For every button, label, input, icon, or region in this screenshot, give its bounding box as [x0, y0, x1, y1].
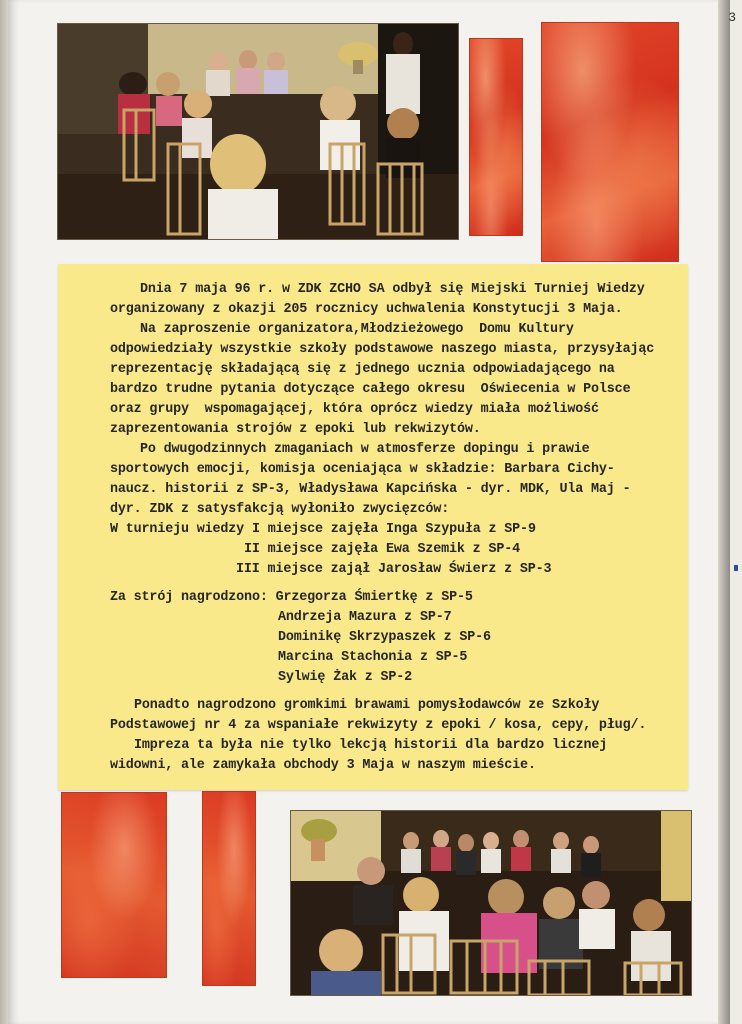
blue-tab-marker [734, 565, 738, 571]
bottom-photo [290, 810, 692, 996]
text-line: Po dwugodzinnych zmaganiach w atmosferze dopingu i prawie [140, 442, 590, 457]
text-line: sportowych emocji, komisja oceniająca w składzie: Barbara Cichy- [110, 462, 615, 477]
winners-line: III miejsce zajął Jarosław Świerz z SP-3 [236, 562, 552, 577]
binding-right-edge [718, 0, 730, 1024]
text-line: Na zaproszenie organizatora,Młodzieżowego Domu Kultury [140, 322, 574, 337]
text-line: odpowiedziały wszystkie szkoły podstawowe naszego miasta, przysyłając [110, 342, 655, 357]
text-line: dyr. ZDK z satysfakcją wyłoniło zwycięzców: [110, 502, 450, 517]
text-line: organizowany z okazji 205 rocznicy uchwalenia Konstytucji 3 Maja. [110, 302, 623, 317]
text-line: Ponadto nagrodzono gromkimi brawami pomysłodawców ze Szkoły [134, 698, 600, 713]
top-photo [57, 23, 459, 240]
costume-awards-line: Marcina Stachonia z SP-5 [278, 650, 468, 665]
costume-awards-line: Sylwię Żak z SP-2 [278, 670, 413, 685]
text-line: bardzo trudne pytania dotyczące całego okresu Oświecenia w Polsce [110, 382, 631, 397]
marbled-paper-strip [202, 791, 256, 986]
classroom-photo-icon [58, 24, 458, 239]
costume-awards-line: Andrzeja Mazura z SP-7 [278, 610, 452, 625]
winners-line: W turnieju wiedzy I miejsce zajęła Inga Szypuła z SP-9 [110, 522, 536, 537]
text-line: Dnia 7 maja 96 r. w ZDK ZCHO SA odbył się Miejski Turniej Wiedzy [140, 282, 645, 297]
costume-awards-line: Za strój nagrodzono: Grzegorza Śmiertkę z SP-5 [110, 590, 473, 605]
marbled-paper-block [61, 792, 167, 978]
page-number: 3 [728, 10, 736, 25]
audience-photo-icon [291, 811, 691, 995]
text-line: widowni, ale zamykała obchody 3 Maja w naszym mieście. [110, 758, 536, 773]
text-line: naucz. historii z SP-3, Władysława Kapcińska - dyr. MDK, Ula Maj - [110, 482, 631, 497]
text-line: Impreza ta była nie tylko lekcją historii dla bardzo licznej [134, 738, 608, 753]
marbled-paper-strip [469, 38, 523, 236]
winners-line: II miejsce zajęła Ewa Szemik z SP-4 [244, 542, 520, 557]
text-line: reprezentację składającą się z jednego ucznia odpowiadającego na [110, 362, 615, 377]
text-line: Podstawowej nr 4 za wspaniałe rekwizyty z epoki / kosa, cepy, pług/. [110, 718, 647, 733]
costume-awards-line: Dominikę Skrzypaszek z SP-6 [278, 630, 491, 645]
text-line: oraz grupy wspomagającej, która oprócz wiedzy miała możliwość [110, 402, 599, 417]
marbled-paper-block [541, 22, 679, 262]
text-line: zaprezentowania strojów z epoki lub rekwizytów. [110, 422, 481, 437]
